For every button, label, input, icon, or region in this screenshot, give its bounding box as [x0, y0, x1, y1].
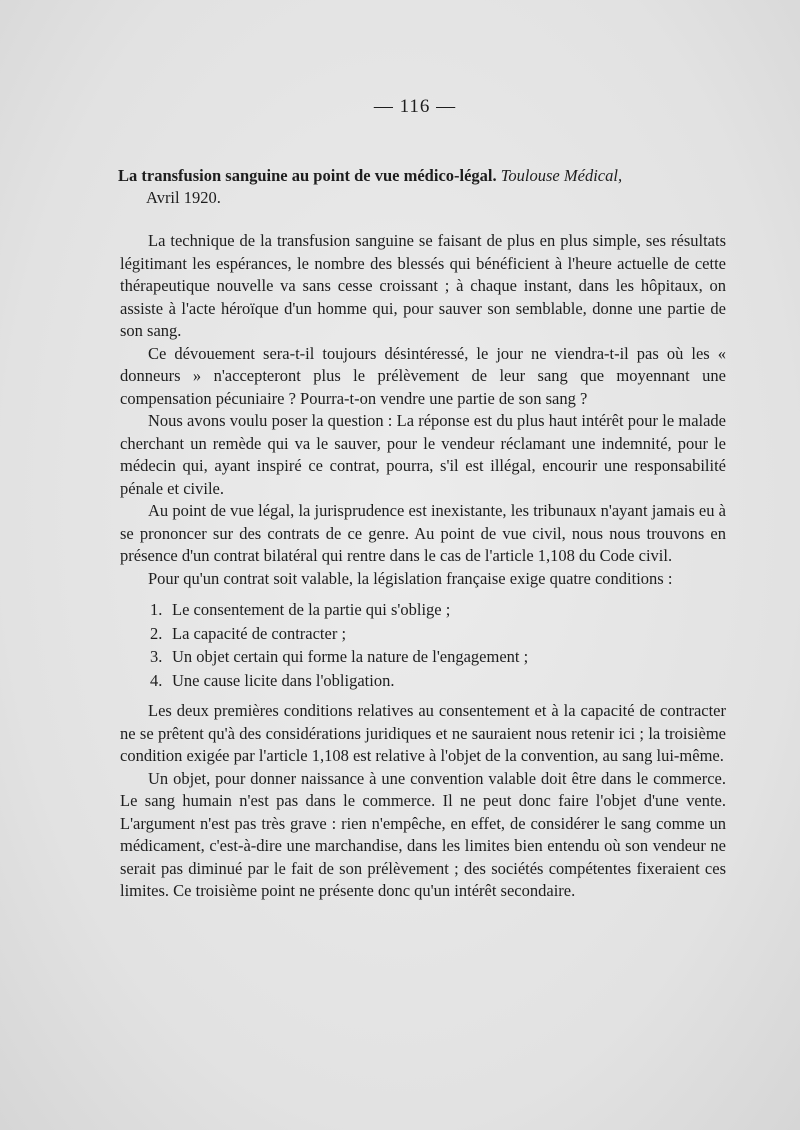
article-body: [120, 230, 726, 903]
paragraph: Un objet, pour donner naissance à une convention valable doit être dans le commerce. Le sang humain n'est pas dans le commerce. Il ne peut donc faire l'objet d'une vente. L'argument n'est pas très grave : rien n'empêche, en effet, de considérer le sang comme un médicament, c'est-à-dire une marchandise, dans les limites bien entendu où son vendeur ne serait pas diminué par le fait de son prélèvement ; des sociétés compétentes fixeraient ces limites. Ce troisième point ne présente donc qu'un intérêt secondaire.: [120, 768, 726, 900]
list-item: [150, 669, 726, 693]
paragraph: Au point de vue légal, la jurisprudence est inexistante, les tribunaux n'ayant jamais eu à se prononcer sur des contrats de ce genre. Au point de vue civil, nous nous trouvons en présence d'un contrat bilatéral qui rentre dans le cas de l'article 1,108 du Code civil.: [120, 501, 726, 565]
list-item: [150, 598, 726, 622]
reference-heading: [118, 165, 728, 209]
list-item: [150, 645, 726, 669]
list-item-number: 2.: [150, 623, 163, 643]
list-item-text: Le consentement de la partie qui s'oblige ;: [172, 600, 451, 619]
page-number: — 116 —: [373, 96, 457, 117]
list-item-text: La capacité de contracter ;: [172, 623, 347, 643]
reference-journal: Toulouse Médical,: [500, 166, 623, 185]
list-item-number: 1.: [150, 600, 163, 619]
reference-date: Avril 1920.: [146, 188, 221, 207]
list-item-number: 4.: [150, 670, 163, 690]
paragraph: Pour qu'un contrat soit valable, la législation française exige quatre conditions :: [148, 568, 673, 588]
conditions-list: [150, 598, 726, 692]
list-item-text: Une cause licite dans l'obligation.: [172, 670, 395, 690]
paragraph: Ce dévouement sera-t-il toujours désintéressé, le jour ne viendra-t-il pas où les « donneurs » n'accepteront plus le prélèvement de leur sang que moyennant une compensation pécuniaire ? Pourra-t-on vendre une partie de son sang ?: [120, 343, 726, 408]
paragraph: La technique de la transfusion sanguine se faisant de plus en plus simple, ses résultats légitimant les espérances, le nombre des blessés qui bénéficient à l'heure actuelle de cette thérapeutique nouvelle va sans cesse croissant ; à chaque instant, dans les hôpitaux, on assiste à l'acte héroïque d'un homme qui, pour sauver son semblable, donne une partie de son sang.: [120, 231, 726, 340]
list-item-text: Un objet certain qui forme la nature de l'engagement ;: [172, 647, 529, 666]
paragraph: Les deux premières conditions relatives au consentement et à la capacité de contracter ne se prêtent qu'à des considérations juridiques et ne sauraient nous retenir ici ; la troisième condition exigée par l'article 1,108 est relative à l'objet de la convention, au sang lui-même.: [120, 701, 726, 765]
reference-title: La transfusion sanguine au point de vue médico-légal.: [118, 166, 497, 185]
paragraph: Nous avons voulu poser la question : La réponse est du plus haut intérêt pour le malade cherchant un remède qui va le sauver, pour le vendeur réclamant une indemnité, pour le médecin qui, ayant inspiré ce contrat, pourra, s'il est illégal, encourir une responsabilité pénale et civile.: [120, 411, 726, 498]
list-item-number: 3.: [150, 647, 163, 666]
list-item: [150, 622, 726, 646]
